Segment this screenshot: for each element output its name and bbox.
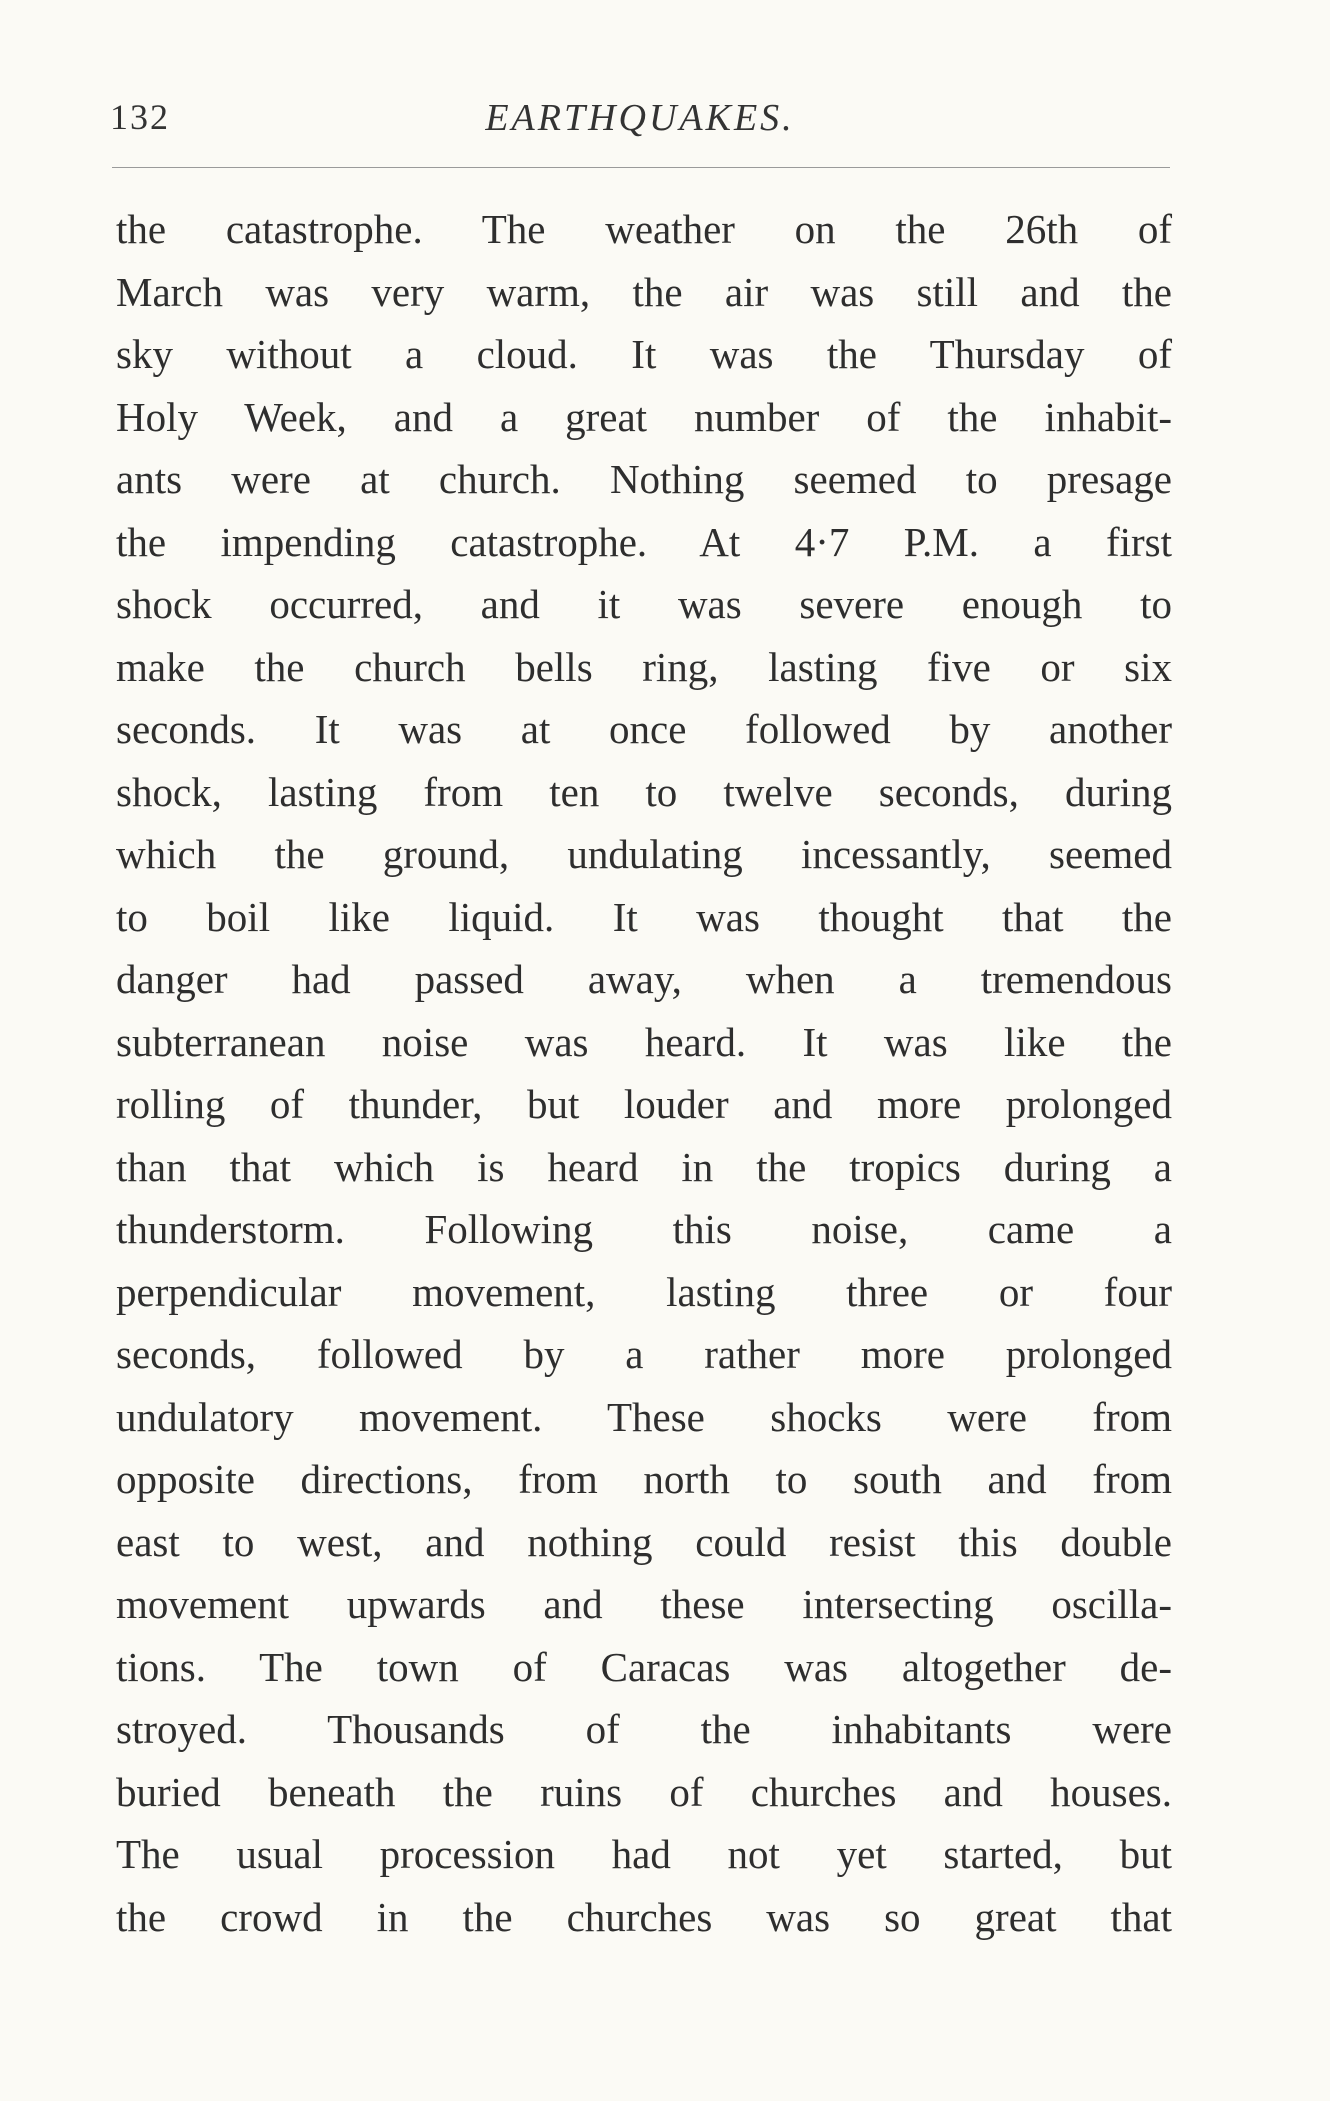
text-line: shock, lasting from ten to twelve seconds, during [116,768,1172,815]
text-line: danger had passed away, when a tremendous [116,956,1172,1002]
running-title: EARTHQUAKES. [485,97,795,139]
text-line: subterranean noise was heard. It was like the [116,1018,1172,1065]
text-line: which the ground, undulating incessantly, seemed [116,831,1172,877]
text-line: east to west, and nothing could resist this double [116,1518,1172,1565]
text-line: stroyed. Thousands of the inhabitants were [116,1706,1172,1752]
text-line: The usual procession had not yet started, but [116,1831,1172,1877]
text-line: seconds. It was at once followed by another [116,706,1172,752]
text-line: thunderstorm. Following this noise, came a [116,1206,1172,1252]
header-rule [112,167,1170,168]
text-line: seconds, followed by a rather more prolonged [116,1331,1172,1377]
text-line: the catastrophe. The weather on the 26th of [116,206,1172,252]
text-line: tions. The town of Caracas was altogether de- [116,1643,1172,1690]
text-line: buried beneath the ruins of churches and houses. [116,1768,1172,1815]
text-line: make the church bells ring, lasting five or six [116,643,1172,690]
body-text [116,198,1172,1948]
text-line: movement upwards and these intersecting oscilla- [116,1581,1172,1627]
text-line: ants were at church. Nothing seemed to presage [116,456,1172,502]
text-line: Holy Week, and a great number of the inhabit- [116,393,1172,440]
text-line: shock occurred, and it was severe enough to [116,581,1172,627]
text-line: rolling of thunder, but louder and more prolonged [116,1081,1172,1127]
text-line: perpendicular movement, lasting three or four [116,1268,1172,1315]
text-line: March was very warm, the air was still and the [116,268,1172,315]
text-line: opposite directions, from north to south and from [116,1456,1172,1502]
text-line: the crowd in the churches was so great that [116,1893,1172,1940]
page-number: 132 [110,97,170,137]
text-line: to boil like liquid. It was thought that the [116,893,1172,940]
running-head [110,96,1170,156]
text-line: undulatory movement. These shocks were from [116,1393,1172,1440]
text-line: than that which is heard in the tropics during a [116,1143,1172,1190]
text-line: the impending catastrophe. At 4·7 P.M. a first [116,518,1172,565]
text-line: sky without a cloud. It was the Thursday of [116,331,1172,377]
